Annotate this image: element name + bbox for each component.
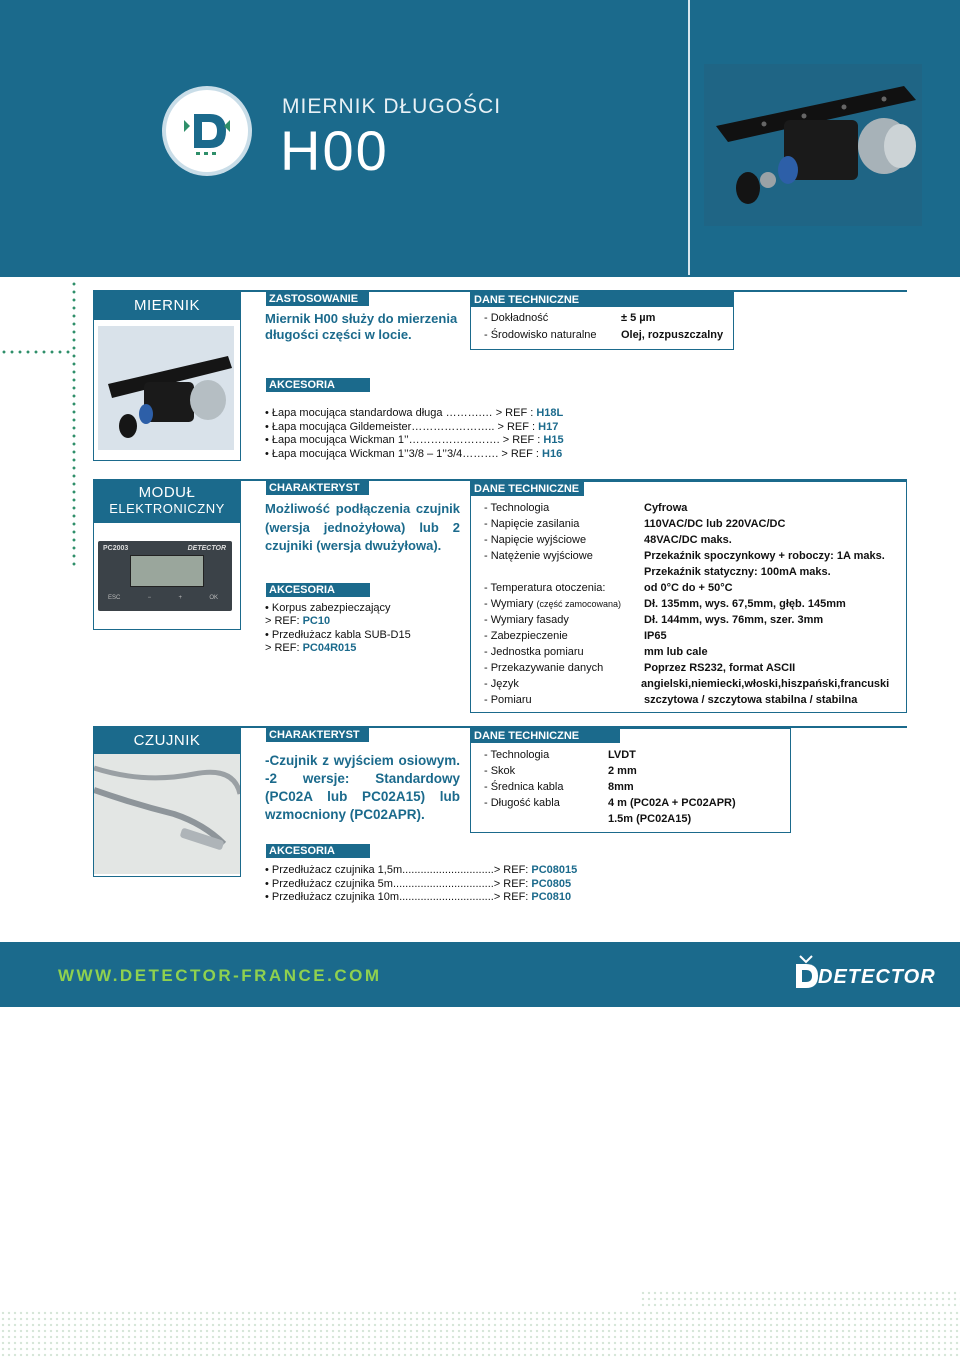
list-item: • Przedłużacz czujnika 1,5m..............................> REF: PC08015: [265, 864, 578, 876]
product-photo: [94, 320, 240, 461]
tab-dane-techniczne: DANE TECHNICZNE: [471, 293, 733, 307]
list-item: • Korpus zabezpieczający: [265, 602, 391, 614]
list-item: • Przedłużacz czujnika 5m.................................> REF: PC0805: [265, 877, 572, 890]
list-item: • Łapa mocująca standardowa długa ……….… > REF : H18L: [265, 407, 564, 419]
decorative-dots: [0, 348, 70, 357]
miernik-tech-table: DANE TECHNICZNE - Dokładność ± 5 µm - Środowisko naturalne Olej, rozpuszczalny: [470, 292, 734, 350]
detector-logo-icon: [166, 90, 248, 172]
section-label: CZUJNIK: [94, 728, 240, 754]
modul-accessories: [265, 602, 411, 655]
czujnik-description: -Czujnik z wyjściem osiowym. -2 wersje: Standardowy (PC02A lub PC02A15) lub wzmocniony (PC02APR).: [265, 753, 460, 822]
section-label: MIERNIK: [94, 292, 240, 320]
list-item: • Łapa mocująca Wickman 1’’3/8 – 1’’3/4………. > REF : H16: [265, 447, 563, 460]
list-item: • Łapa mocująca Wickman 1’’……………………. > REF : H15: [265, 434, 564, 446]
decorative-dots: [70, 280, 80, 570]
module-photo: PC2003 DETECTOR ESC − + OK: [98, 541, 232, 611]
page-subtitle: MIERNIK DŁUGOŚCI: [282, 95, 502, 118]
header-divider: [688, 0, 690, 275]
czujnik-tech-table: DANE TECHNICZNE - Technologia LVDT - Skok 2 mm - Średnica kabla 8mm - Długość kabla 4 m (PC02A + PC02APR) 1.5m (PC02A15): [470, 728, 791, 833]
decorative-dots: [640, 1290, 960, 1310]
modul-box: [93, 480, 241, 630]
tab-dane-techniczne: DANE TECHNICZNE: [471, 729, 620, 743]
czujnik-accessories: [265, 864, 577, 905]
lcd-display: [130, 555, 204, 587]
tab-akcesoria: AKCESORIA: [266, 583, 370, 597]
modul-description: Możliwość podłączenia czujnik (wersja jednożyłowa) lub 2 czujniki (wersja dwużyłowa).: [265, 501, 460, 553]
page-title: H00: [280, 119, 389, 182]
tab-charakteryst: CHARAKTERYST: [266, 481, 369, 495]
product-photo: [704, 64, 922, 226]
footer-logo: [792, 954, 936, 994]
list-item: > REF: PC04R015: [265, 641, 357, 654]
footer-url-link[interactable]: WWW.DETECTOR-FRANCE.COM: [58, 966, 382, 985]
tab-akcesoria: AKCESORIA: [266, 844, 370, 858]
miernik-accessories: [265, 407, 564, 461]
miernik-box: [93, 291, 241, 461]
footer-brand: DETECTOR: [818, 966, 936, 988]
tab-dane-techniczne: DANE TECHNICZNE: [471, 482, 584, 496]
list-item: • Przedłużacz czujnika 10m...............................> REF: PC0810: [265, 891, 572, 903]
section-label: MODUŁ ELEKTRONICZNY: [94, 481, 240, 523]
miernik-description: Miernik H00 służy do mierzenia długości części w locie.: [265, 311, 458, 342]
tab-zastosowanie: ZASTOSOWANIE: [266, 292, 369, 306]
czujnik-box: [93, 727, 241, 877]
list-item: • Łapa mocująca Gildemeister………………….. > REF : H17: [265, 420, 559, 433]
tab-akcesoria: AKCESORIA: [266, 378, 370, 392]
sensor-photo: [94, 754, 240, 879]
tab-charakteryst: CHARAKTERYST: [266, 728, 369, 742]
list-item: • Przedłużacz kabla SUB-D15: [265, 628, 411, 641]
modul-tech-table: DANE TECHNICZNE - Technologia Cyfrowa - Napięcie zasilania 110VAC/DC lub 220VAC/DC - Napięcie wyjściowe 48VAC/DC maks. - Natężenie wyjściowe Przekaźnik spoczynkowy + roboczy: 1A maks. Przekaźnik statyczny: 100mA maks. - Temperatura otoczenia: od 0°C do + 50°C - Wymiary (część zamocowana) Dł. 135mm, wys. 67,5mm, głęb. 145mm - Wymiary fasady Dł. 144mm, wys. 76mm, szer. 3mm - Zabezpieczenie IP65 - Jednostka pomiaru mm lub cale - Przekazywanie danych Poprzez RS232, format ASCII - Język angielski,niemiecki,włoski,hiszpański,francuski - Pomiaru szczytowa / szczytowa stabilna / stabilna: [470, 481, 907, 713]
decorative-dots: [0, 1310, 960, 1359]
list-item: > REF: PC10: [265, 615, 331, 628]
